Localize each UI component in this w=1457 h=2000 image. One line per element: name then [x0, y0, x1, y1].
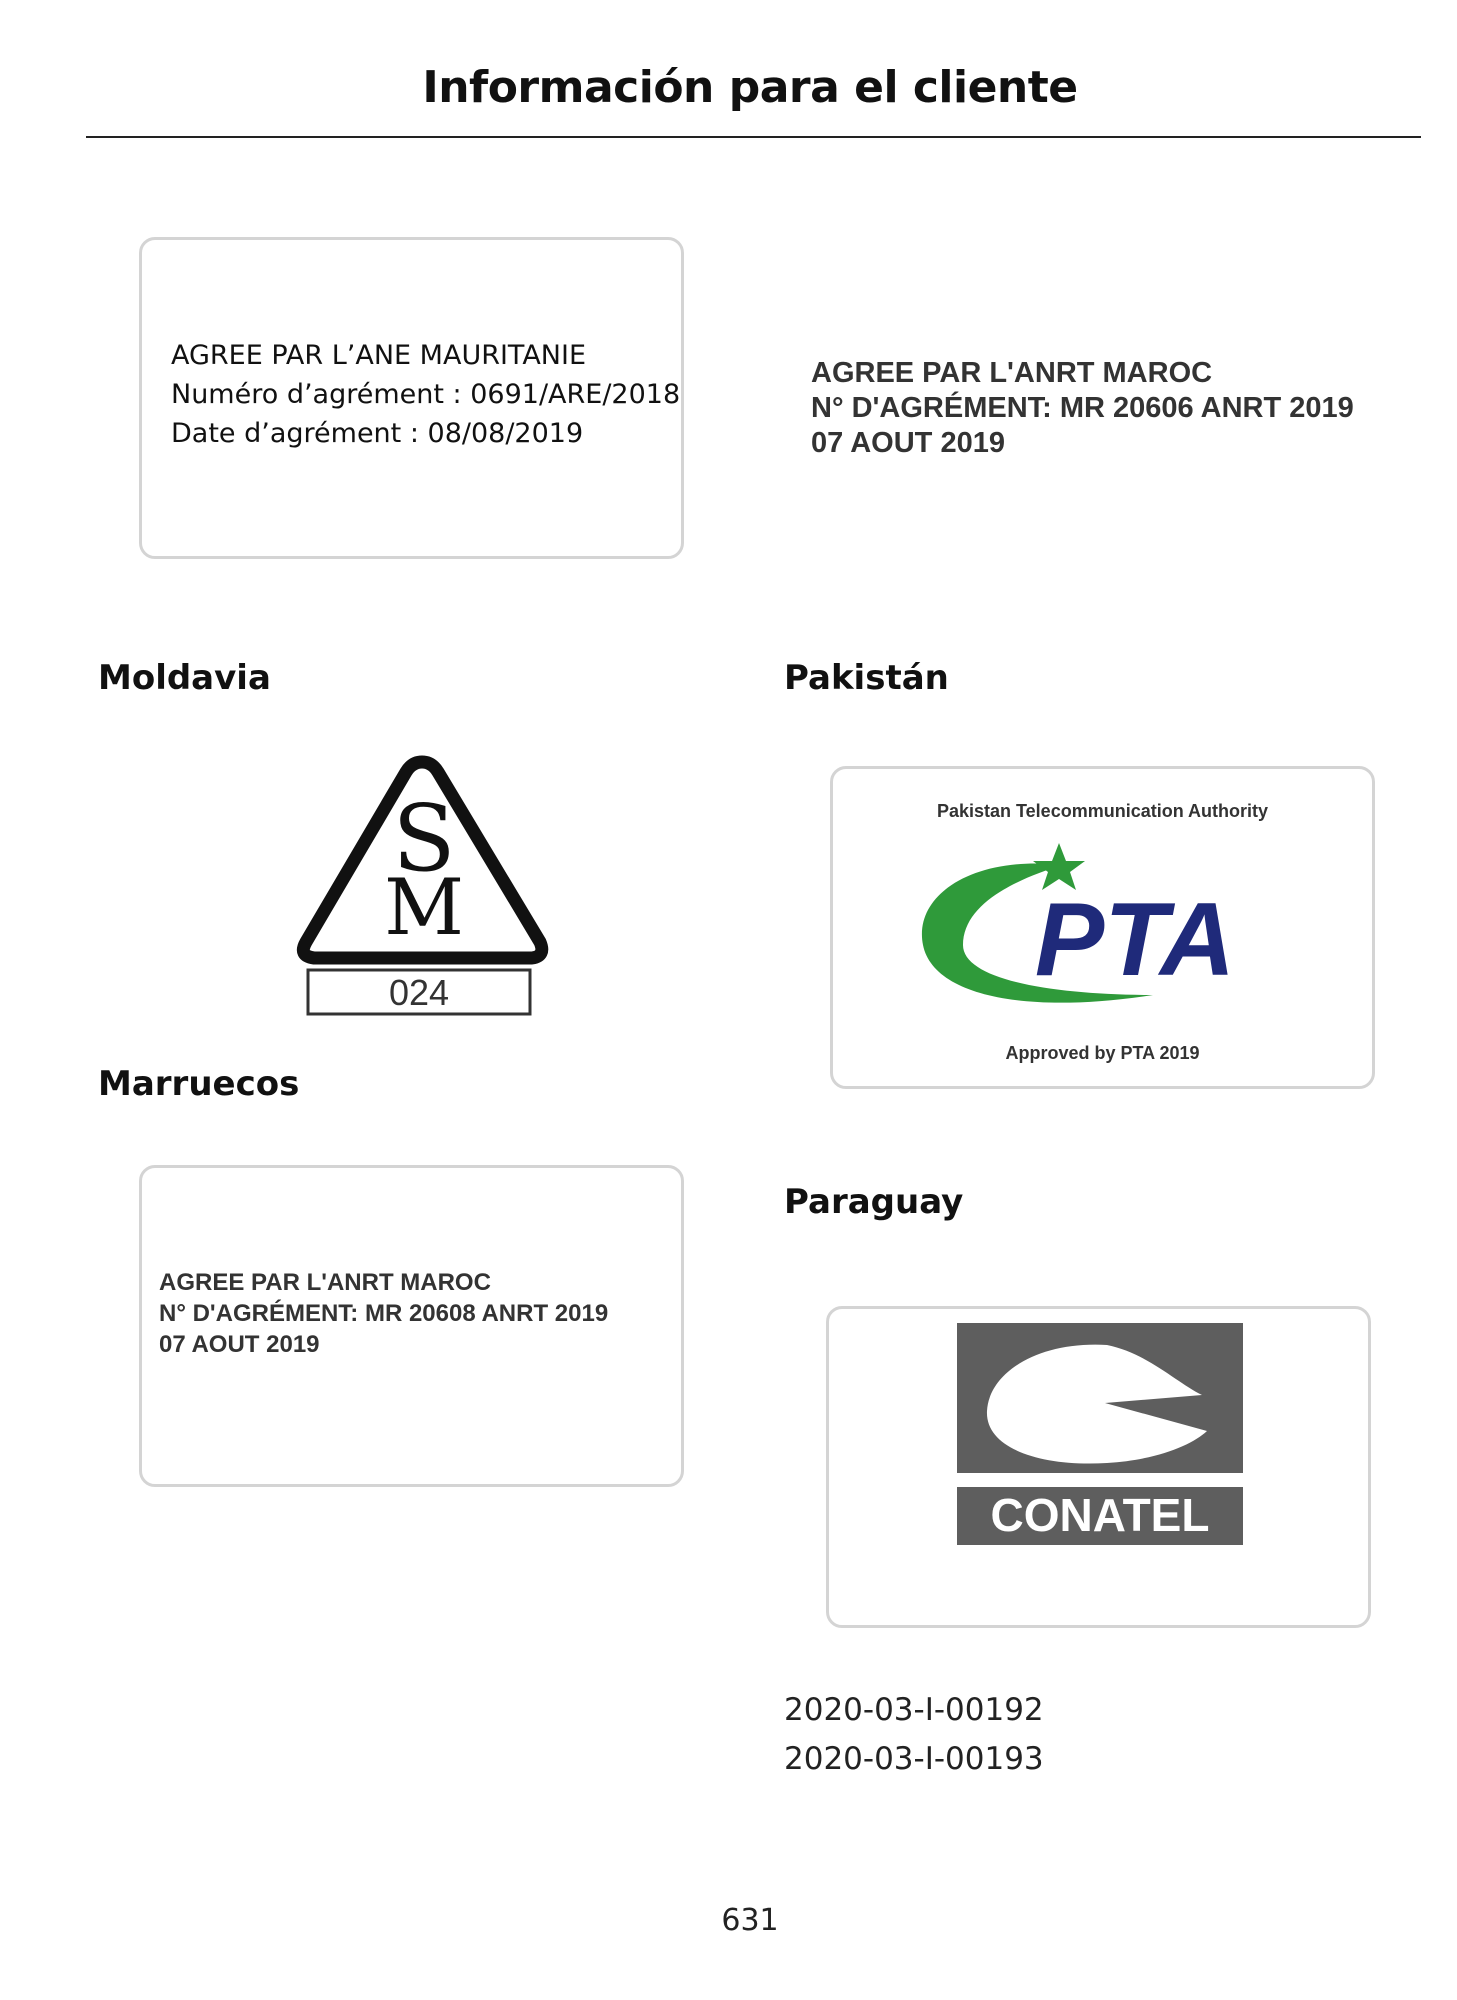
- mauritania-line-2: Numéro d’agrément : 0691/ARE/2018: [171, 379, 681, 410]
- maroc-bottom-line-3: 07 AOUT 2019: [159, 1331, 320, 1358]
- maroc-approval-card-bottom: [139, 1165, 684, 1487]
- pta-logo: [903, 835, 1303, 1025]
- page-number: 631: [721, 1903, 779, 1938]
- sm-number: 024: [388, 972, 450, 1013]
- section-heading-marruecos: Marruecos: [98, 1064, 300, 1104]
- paraguay-approval-codes: [784, 1686, 1044, 1784]
- page-title: Información para el cliente: [422, 62, 1078, 113]
- mauritania-label-card: [139, 237, 684, 559]
- conatel-logo-card: [826, 1306, 1371, 1628]
- maroc-bottom-line-2: N° D'AGRÉMENT: MR 20608 ANRT 2019: [159, 1300, 609, 1327]
- mauritania-line-3: Date d’agrément : 08/08/2019: [171, 418, 584, 449]
- sm-letter-m: M: [384, 863, 464, 953]
- maroc-top-line-2: N° D'AGRÉMENT: MR 20606 ANRT 2019: [811, 392, 1354, 424]
- maroc-top-line-1: AGREE PAR L'ANRT MAROC: [811, 357, 1213, 389]
- section-heading-moldavia: Moldavia: [98, 658, 271, 698]
- mauritania-line-1: AGREE PAR L’ANE MAURITANIE: [171, 340, 587, 371]
- maroc-top-line-3: 07 AOUT 2019: [811, 427, 1005, 459]
- sm-letter-s: S: [392, 785, 456, 892]
- moldavia-sm-logo: [292, 752, 552, 1022]
- pta-approved-text: Approved by PTA 2019: [1005, 1043, 1200, 1063]
- conatel-logo: [957, 1323, 1247, 1559]
- pta-logo-card: [830, 766, 1375, 1089]
- paraguay-code-1: 2020-03-I-00192: [784, 1692, 1044, 1728]
- maroc-bottom-line-1: AGREE PAR L'ANRT MAROC: [159, 1269, 491, 1296]
- title-divider: [86, 136, 1421, 138]
- conatel-wordmark: CONATEL: [990, 1489, 1210, 1541]
- section-heading-paraguay: Paraguay: [784, 1182, 964, 1222]
- paraguay-code-2: 2020-03-I-00193: [784, 1741, 1044, 1777]
- maroc-approval-label-top: [811, 356, 1431, 461]
- pta-logo-text: PTA: [1034, 882, 1236, 998]
- pta-authority-name: Pakistan Telecommunication Authority: [936, 801, 1269, 821]
- section-heading-pakistan: Pakistán: [784, 658, 949, 698]
